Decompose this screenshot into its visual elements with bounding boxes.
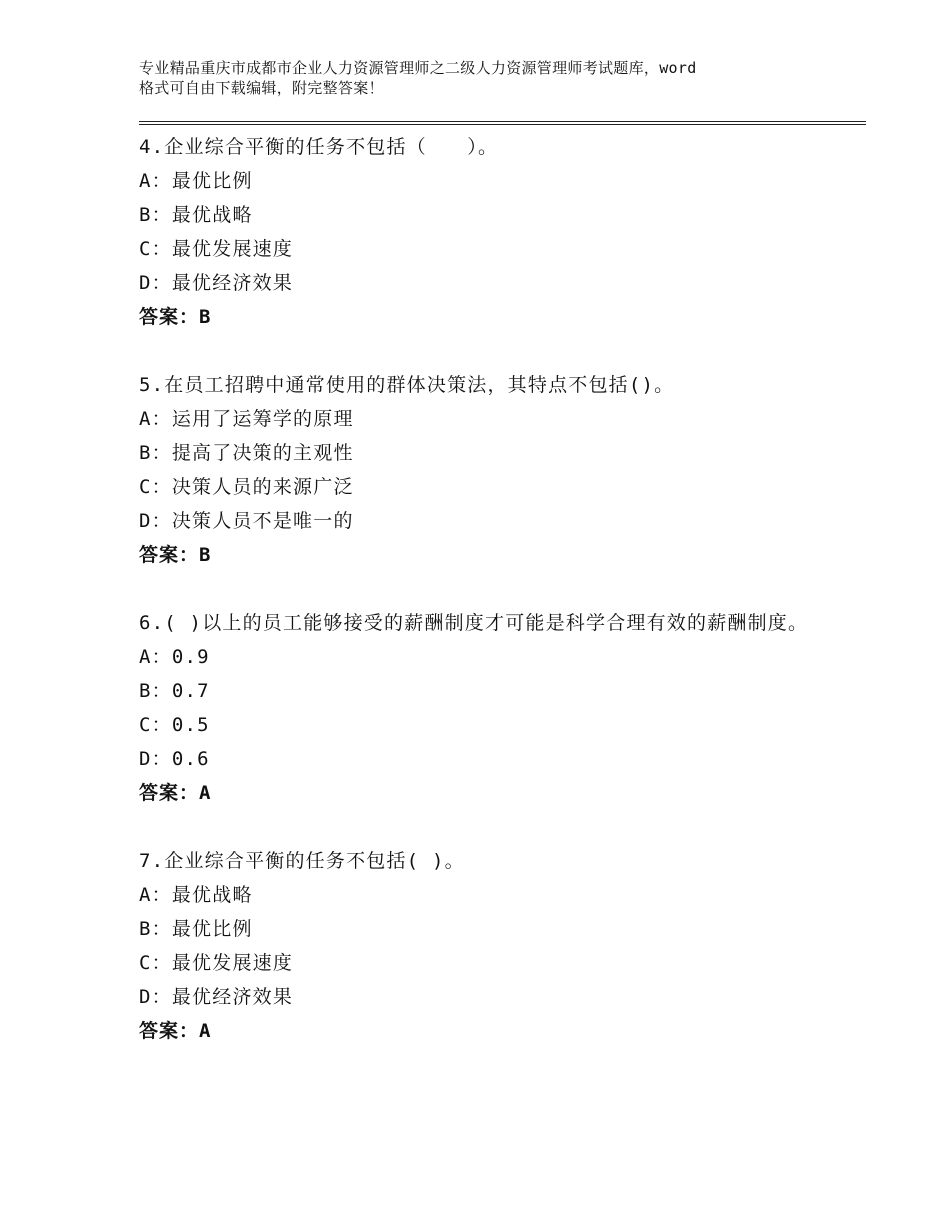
question-stem: 6.( )以上的员工能够接受的薪酬制度才可能是科学合理有效的薪酬制度。 [139, 612, 809, 634]
option-d: D：最优经济效果 [139, 272, 294, 294]
answer-label: 答案：A [139, 1020, 212, 1042]
option-b: B：最优比例 [139, 918, 253, 940]
option-c: C：最优发展速度 [139, 952, 294, 974]
question-stem: 4.企业综合平衡的任务不包括（ ）。 [139, 136, 499, 158]
question-4 [139, 130, 839, 334]
option-a: A：运用了运筹学的原理 [139, 408, 354, 430]
question-7 [139, 844, 839, 1048]
option-d: D：最优经济效果 [139, 986, 294, 1008]
question-5 [139, 368, 839, 572]
question-list [139, 130, 839, 1082]
option-d: D：0.6 [139, 748, 210, 770]
document-header [139, 58, 839, 98]
option-a: A：0.9 [139, 646, 210, 668]
header-divider [139, 121, 866, 125]
question-6 [139, 606, 839, 810]
option-c: C：0.5 [139, 714, 210, 736]
option-b: B：0.7 [139, 680, 210, 702]
option-a: A：最优比例 [139, 170, 253, 192]
option-c: C：最优发展速度 [139, 238, 294, 260]
option-d: D：决策人员不是唯一的 [139, 510, 354, 532]
answer-label: 答案：B [139, 306, 212, 328]
question-stem: 7.企业综合平衡的任务不包括( )。 [139, 850, 465, 872]
answer-label: 答案：A [139, 782, 212, 804]
question-stem: 5.在员工招聘中通常使用的群体决策法，其特点不包括()。 [139, 374, 675, 396]
option-b: B：提高了决策的主观性 [139, 442, 354, 464]
answer-label: 答案：B [139, 544, 212, 566]
option-c: C：决策人员的来源广泛 [139, 476, 354, 498]
header-line-1: 专业精品重庆市成都市企业人力资源管理师之二级人力资源管理师考试题库，word [139, 59, 697, 77]
option-a: A：最优战略 [139, 884, 253, 906]
header-line-2: 格式可自由下载编辑，附完整答案！ [139, 79, 384, 97]
option-b: B：最优战略 [139, 204, 253, 226]
